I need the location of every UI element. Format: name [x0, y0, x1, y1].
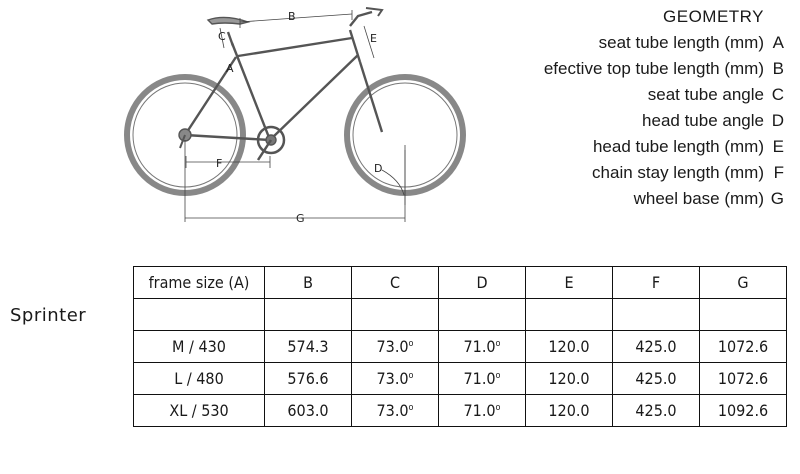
cell-size: XL / 530	[134, 395, 265, 427]
cell-d: 71.0$^o$	[439, 363, 526, 395]
cell-b: 576.6	[265, 363, 352, 395]
model-name: Sprinter	[10, 305, 87, 326]
header-e: E	[526, 267, 613, 299]
cell-e: 120.0	[526, 363, 613, 395]
cell-d: 71.0$^o$	[439, 331, 526, 363]
table-row	[134, 363, 787, 395]
legend-row-c: seat tube angle C	[647, 85, 784, 104]
table-header-row	[134, 267, 787, 299]
cell-f: 425.0	[613, 395, 700, 427]
cell-f: 425.0	[613, 363, 700, 395]
cell-g: 1092.6	[700, 395, 787, 427]
cell-size: M / 430	[134, 331, 265, 363]
header-d: D	[439, 267, 526, 299]
header-c: C	[352, 267, 439, 299]
header-frame-size: frame size (A)	[134, 267, 265, 299]
table-row	[134, 395, 787, 427]
diagram-label-e: E	[370, 32, 377, 45]
cell-c: 73.0$^o$	[352, 331, 439, 363]
header-f: F	[613, 267, 700, 299]
cell-g: 1072.6	[700, 331, 787, 363]
cell-c: 73.0$^o$	[352, 363, 439, 395]
cell-e: 120.0	[526, 331, 613, 363]
legend-row-b: efective top tube length (mm) B	[543, 59, 784, 78]
diagram-label-b: B	[288, 10, 296, 23]
diagram-label-f: F	[216, 157, 223, 170]
header-g: G	[700, 267, 787, 299]
cell-b: 603.0	[265, 395, 352, 427]
bike-geometry-diagram	[120, 0, 540, 235]
diagram-label-c: C	[218, 30, 226, 43]
diagram-label-g: G	[296, 212, 305, 225]
header-b: B	[265, 267, 352, 299]
legend-title: GEOMETRY	[663, 7, 764, 26]
cell-g: 1072.6	[700, 363, 787, 395]
cell-c: 73.0$^o$	[352, 395, 439, 427]
legend-row-a: seat tube length (mm) A	[598, 33, 784, 52]
legend-row-f: chain stay length (mm) F	[592, 163, 784, 182]
table-empty-row	[134, 299, 787, 331]
cell-f: 425.0	[613, 331, 700, 363]
legend-row-e: head tube length (mm) E	[592, 137, 784, 156]
diagram-label-a: A	[226, 62, 234, 75]
legend-row-d: head tube angle D	[642, 111, 784, 130]
geometry-table	[133, 266, 787, 427]
table-row	[134, 331, 787, 363]
cell-b: 574.3	[265, 331, 352, 363]
cell-size: L / 480	[134, 363, 265, 395]
cell-d: 71.0$^o$	[439, 395, 526, 427]
cell-e: 120.0	[526, 395, 613, 427]
geometry-legend	[544, 4, 784, 212]
diagram-label-d: D	[374, 162, 383, 175]
legend-row-g: wheel base (mm) G	[633, 189, 784, 208]
